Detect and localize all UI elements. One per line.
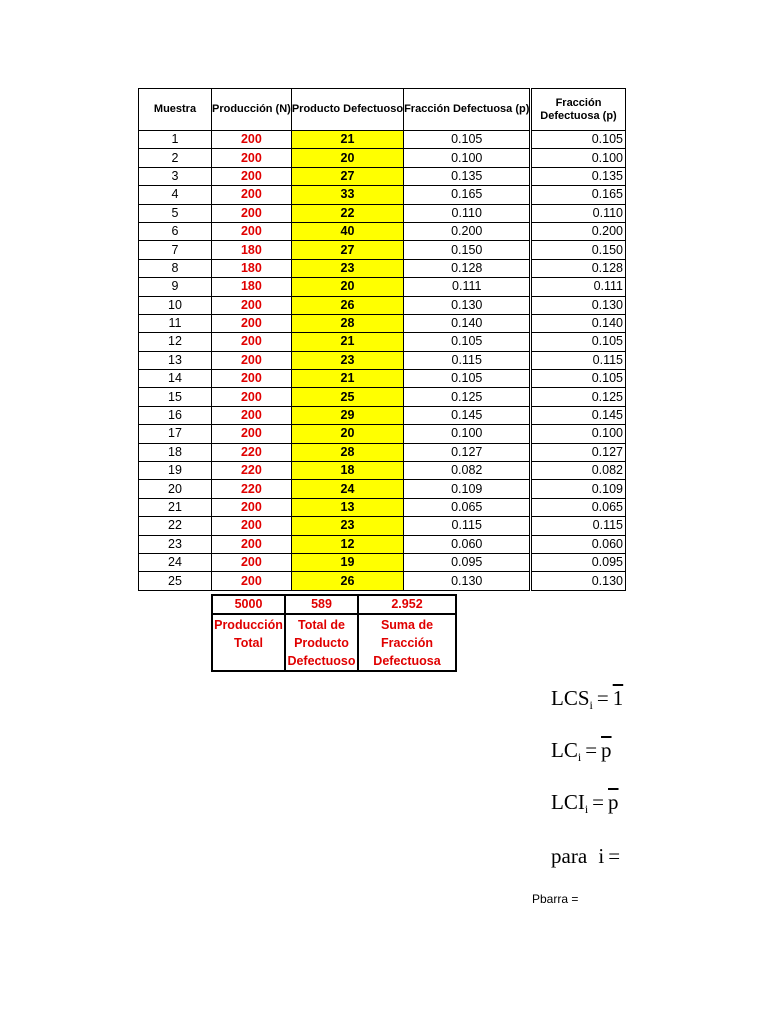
totals-row xyxy=(212,595,456,614)
formula-para xyxy=(551,844,624,869)
produccion-cell: 200 xyxy=(212,131,292,149)
fraccion-value-cell: 0.200 xyxy=(532,222,626,240)
formula-lcs: $LCS_i = 1$ xyxy=(551,686,624,712)
table-row xyxy=(139,351,530,369)
table-row xyxy=(532,370,626,388)
fraccion-value-cell: 0.140 xyxy=(532,314,626,332)
fraccion-value-cell: 0.105 xyxy=(532,333,626,351)
header-row xyxy=(139,89,530,131)
formula-lc: $LC_i = \overline{p}$ xyxy=(551,738,612,764)
muestra-cell: 4 xyxy=(139,186,212,204)
defectuoso-cell: 20 xyxy=(291,278,403,296)
formula-lc-name: LC xyxy=(551,738,578,762)
fraccion-cell: 0.105 xyxy=(404,131,530,149)
muestra-cell: 8 xyxy=(139,259,212,277)
label-produccion-total xyxy=(212,614,285,671)
fraccion-cell: 0.150 xyxy=(404,241,530,259)
table-row xyxy=(532,388,626,406)
muestra-cell: 16 xyxy=(139,406,212,424)
defectuoso-cell: 19 xyxy=(291,553,403,571)
produccion-cell: 180 xyxy=(212,259,292,277)
table-row xyxy=(532,314,626,332)
fraccion-cell: 0.095 xyxy=(404,553,530,571)
fraccion-value-cell: 0.130 xyxy=(532,572,626,590)
muestra-cell: 3 xyxy=(139,167,212,185)
formula-para-word: para xyxy=(551,844,588,868)
defectuoso-cell: 20 xyxy=(291,425,403,443)
fraccion-value-cell: 0.111 xyxy=(532,278,626,296)
produccion-cell: 180 xyxy=(212,278,292,296)
fraccion-cell: 0.200 xyxy=(404,222,530,240)
table-row xyxy=(139,259,530,277)
fraccion-value-cell: 0.115 xyxy=(532,351,626,369)
label-line: Producto xyxy=(294,636,349,650)
muestra-cell: 6 xyxy=(139,222,212,240)
formula-lci-name: LCI xyxy=(551,790,585,814)
fraccion-value-cell: 0.130 xyxy=(532,296,626,314)
produccion-cell: 200 xyxy=(212,314,292,332)
table-row xyxy=(139,186,530,204)
table-row xyxy=(139,572,530,590)
produccion-cell: 200 xyxy=(212,370,292,388)
produccion-cell: 200 xyxy=(212,149,292,167)
defectuoso-cell: 24 xyxy=(291,480,403,498)
defectuoso-cell: 23 xyxy=(291,259,403,277)
muestra-cell: 19 xyxy=(139,462,212,480)
sample-table-body xyxy=(139,131,530,591)
muestra-cell: 1 xyxy=(139,131,212,149)
muestra-cell: 18 xyxy=(139,443,212,461)
table-row xyxy=(139,222,530,240)
produccion-cell: 220 xyxy=(212,462,292,480)
table-row xyxy=(139,535,530,553)
produccion-cell: 180 xyxy=(212,241,292,259)
formula-para-var: i xyxy=(598,844,605,868)
label-line: Producción xyxy=(214,618,283,632)
defectuoso-cell: 27 xyxy=(291,167,403,185)
table-row xyxy=(532,572,626,590)
table-row xyxy=(139,204,530,222)
table-row xyxy=(532,204,626,222)
table-row xyxy=(139,167,530,185)
table-row xyxy=(139,370,530,388)
table-row xyxy=(532,480,626,498)
fraccion-cell: 0.135 xyxy=(404,167,530,185)
fraccion-cell: 0.140 xyxy=(404,314,530,332)
defectuoso-cell: 12 xyxy=(291,535,403,553)
produccion-cell: 200 xyxy=(212,517,292,535)
total-produccion: 5000 xyxy=(212,595,285,614)
formula-lci-rhs: $\overline{p}$ xyxy=(608,790,619,814)
muestra-cell: 25 xyxy=(139,572,212,590)
defectuoso-cell: 22 xyxy=(291,204,403,222)
produccion-cell: 200 xyxy=(212,296,292,314)
produccion-cell: 200 xyxy=(212,425,292,443)
table-row xyxy=(532,222,626,240)
label-line: Fracción xyxy=(380,636,434,650)
table-row xyxy=(139,462,530,480)
table-row xyxy=(139,296,530,314)
fraccion-value-cell: 0.109 xyxy=(532,480,626,498)
label-line: Defectuoso xyxy=(287,654,356,668)
formula-lci: $LCI_i = \overline{p}$ xyxy=(551,790,619,816)
defectuoso-cell: 23 xyxy=(291,351,403,369)
muestra-cell: 5 xyxy=(139,204,212,222)
table-row xyxy=(532,406,626,424)
defectuoso-cell: 13 xyxy=(291,498,403,516)
table-row xyxy=(139,131,530,149)
fraccion-value-cell: 0.135 xyxy=(532,167,626,185)
label-line: Total xyxy=(234,636,263,650)
fraccion-value-cell: 0.105 xyxy=(532,370,626,388)
fraccion-cell: 0.110 xyxy=(404,204,530,222)
produccion-cell: 200 xyxy=(212,406,292,424)
table-row xyxy=(139,333,530,351)
muestra-cell: 9 xyxy=(139,278,212,296)
table-row xyxy=(532,149,626,167)
label-total-defectuoso xyxy=(285,614,358,671)
muestra-cell: 24 xyxy=(139,553,212,571)
fraccion-cell: 0.065 xyxy=(404,498,530,516)
fraccion-cell: 0.100 xyxy=(404,149,530,167)
muestra-cell: 17 xyxy=(139,425,212,443)
table-row xyxy=(139,443,530,461)
table-row xyxy=(532,498,626,516)
muestra-cell: 14 xyxy=(139,370,212,388)
defectuoso-cell: 33 xyxy=(291,186,403,204)
header-producto-defectuoso: Producto Defectuoso xyxy=(291,89,403,131)
defectuoso-cell: 23 xyxy=(291,517,403,535)
defectuoso-cell: 28 xyxy=(291,314,403,332)
fraction-table xyxy=(531,88,626,591)
fraccion-value-cell: 0.145 xyxy=(532,406,626,424)
total-fraccion: 2.952 xyxy=(358,595,456,614)
muestra-cell: 15 xyxy=(139,388,212,406)
defectuoso-cell: 18 xyxy=(291,462,403,480)
fraccion-value-cell: 0.105 xyxy=(532,131,626,149)
produccion-cell: 200 xyxy=(212,572,292,590)
produccion-cell: 200 xyxy=(212,222,292,240)
header-fraccion-defectuosa: Fracción Defectuosa (p) xyxy=(404,89,530,131)
side-header-fraccion: Fracción Defectuosa (p) xyxy=(532,89,626,131)
table-row xyxy=(532,443,626,461)
table-row xyxy=(139,388,530,406)
fraccion-cell: 0.100 xyxy=(404,425,530,443)
formula-lc-sub: i xyxy=(577,750,582,764)
total-defectuoso: 589 xyxy=(285,595,358,614)
fraccion-value-cell: 0.100 xyxy=(532,149,626,167)
defectuoso-cell: 28 xyxy=(291,443,403,461)
table-row xyxy=(532,462,626,480)
table-row xyxy=(139,314,530,332)
table-row xyxy=(139,517,530,535)
fraccion-value-cell: 0.100 xyxy=(532,425,626,443)
produccion-cell: 200 xyxy=(212,186,292,204)
table-row xyxy=(532,425,626,443)
table-row xyxy=(532,278,626,296)
fraccion-value-cell: 0.082 xyxy=(532,462,626,480)
table-row xyxy=(139,149,530,167)
label-line: Defectuosa xyxy=(373,654,441,668)
muestra-cell: 12 xyxy=(139,333,212,351)
control-limit-formulas xyxy=(551,680,631,880)
muestra-cell: 2 xyxy=(139,149,212,167)
fraccion-cell: 0.127 xyxy=(404,443,530,461)
table-row xyxy=(532,241,626,259)
defectuoso-cell: 21 xyxy=(291,333,403,351)
table-row xyxy=(139,425,530,443)
fraccion-value-cell: 0.165 xyxy=(532,186,626,204)
produccion-cell: 200 xyxy=(212,498,292,516)
table-row xyxy=(139,498,530,516)
pbarra-label: Pbarra = xyxy=(532,892,579,906)
fraccion-value-cell: 0.128 xyxy=(532,259,626,277)
produccion-cell: 200 xyxy=(212,553,292,571)
table-row xyxy=(139,553,530,571)
totals-table xyxy=(211,594,457,672)
muestra-cell: 22 xyxy=(139,517,212,535)
header-produccion: Producción (N) xyxy=(212,89,292,131)
label-suma-fraccion xyxy=(358,614,456,671)
fraccion-value-cell: 0.125 xyxy=(532,388,626,406)
table-row xyxy=(139,278,530,296)
fraccion-cell: 0.145 xyxy=(404,406,530,424)
fraccion-cell: 0.128 xyxy=(404,259,530,277)
fraccion-cell: 0.130 xyxy=(404,572,530,590)
table-row xyxy=(139,241,530,259)
defectuoso-cell: 21 xyxy=(291,131,403,149)
totals-label-row xyxy=(212,614,456,671)
side-header-row xyxy=(532,89,626,131)
fraccion-cell: 0.115 xyxy=(404,517,530,535)
muestra-cell: 11 xyxy=(139,314,212,332)
sample-table xyxy=(138,88,530,591)
muestra-cell: 13 xyxy=(139,351,212,369)
label-line: Suma de xyxy=(380,618,434,632)
defectuoso-cell: 40 xyxy=(291,222,403,240)
muestra-cell: 21 xyxy=(139,498,212,516)
defectuoso-cell: 26 xyxy=(291,572,403,590)
produccion-cell: 200 xyxy=(212,204,292,222)
table-row xyxy=(532,296,626,314)
fraccion-value-cell: 0.127 xyxy=(532,443,626,461)
fraccion-value-cell: 0.115 xyxy=(532,517,626,535)
fraccion-cell: 0.082 xyxy=(404,462,530,480)
formula-lc-rhs: $\overline{p}$ xyxy=(601,738,612,762)
fraccion-cell: 0.109 xyxy=(404,480,530,498)
produccion-cell: 200 xyxy=(212,388,292,406)
fraccion-cell: 0.130 xyxy=(404,296,530,314)
fraccion-value-cell: 0.095 xyxy=(532,553,626,571)
table-row xyxy=(139,406,530,424)
defectuoso-cell: 21 xyxy=(291,370,403,388)
formula-lcs-rhs: 1 xyxy=(612,686,624,710)
fraction-table-body xyxy=(532,131,626,591)
fraccion-cell: 0.105 xyxy=(404,370,530,388)
formula-para-eq: = xyxy=(608,844,621,868)
produccion-cell: 200 xyxy=(212,351,292,369)
defectuoso-cell: 25 xyxy=(291,388,403,406)
muestra-cell: 7 xyxy=(139,241,212,259)
fraccion-value-cell: 0.110 xyxy=(532,204,626,222)
fraccion-cell: 0.125 xyxy=(404,388,530,406)
fraccion-value-cell: 0.060 xyxy=(532,535,626,553)
defectuoso-cell: 27 xyxy=(291,241,403,259)
muestra-cell: 10 xyxy=(139,296,212,314)
table-row xyxy=(532,517,626,535)
produccion-cell: 200 xyxy=(212,333,292,351)
table-row xyxy=(532,553,626,571)
fraccion-value-cell: 0.150 xyxy=(532,241,626,259)
header-muestra: Muestra xyxy=(139,89,212,131)
defectuoso-cell: 29 xyxy=(291,406,403,424)
produccion-cell: 220 xyxy=(212,443,292,461)
table-row xyxy=(532,535,626,553)
fraccion-cell: 0.165 xyxy=(404,186,530,204)
table-row xyxy=(532,259,626,277)
table-row xyxy=(532,131,626,149)
fraccion-cell: 0.111 xyxy=(404,278,530,296)
table-row xyxy=(532,167,626,185)
formula-lci-sub: i xyxy=(584,802,589,816)
muestra-cell: 23 xyxy=(139,535,212,553)
muestra-cell: 20 xyxy=(139,480,212,498)
produccion-cell: 220 xyxy=(212,480,292,498)
fraccion-value-cell: 0.065 xyxy=(532,498,626,516)
label-line: Total de xyxy=(298,618,345,632)
table-row xyxy=(532,351,626,369)
fraccion-cell: 0.060 xyxy=(404,535,530,553)
fraccion-cell: 0.115 xyxy=(404,351,530,369)
defectuoso-cell: 20 xyxy=(291,149,403,167)
fraccion-cell: 0.105 xyxy=(404,333,530,351)
produccion-cell: 200 xyxy=(212,535,292,553)
table-row xyxy=(532,186,626,204)
defectuoso-cell: 26 xyxy=(291,296,403,314)
formula-lcs-name: LCS xyxy=(551,686,590,710)
table-row xyxy=(532,333,626,351)
formula-lcs-sub: i xyxy=(589,698,593,712)
produccion-cell: 200 xyxy=(212,167,292,185)
table-row xyxy=(139,480,530,498)
